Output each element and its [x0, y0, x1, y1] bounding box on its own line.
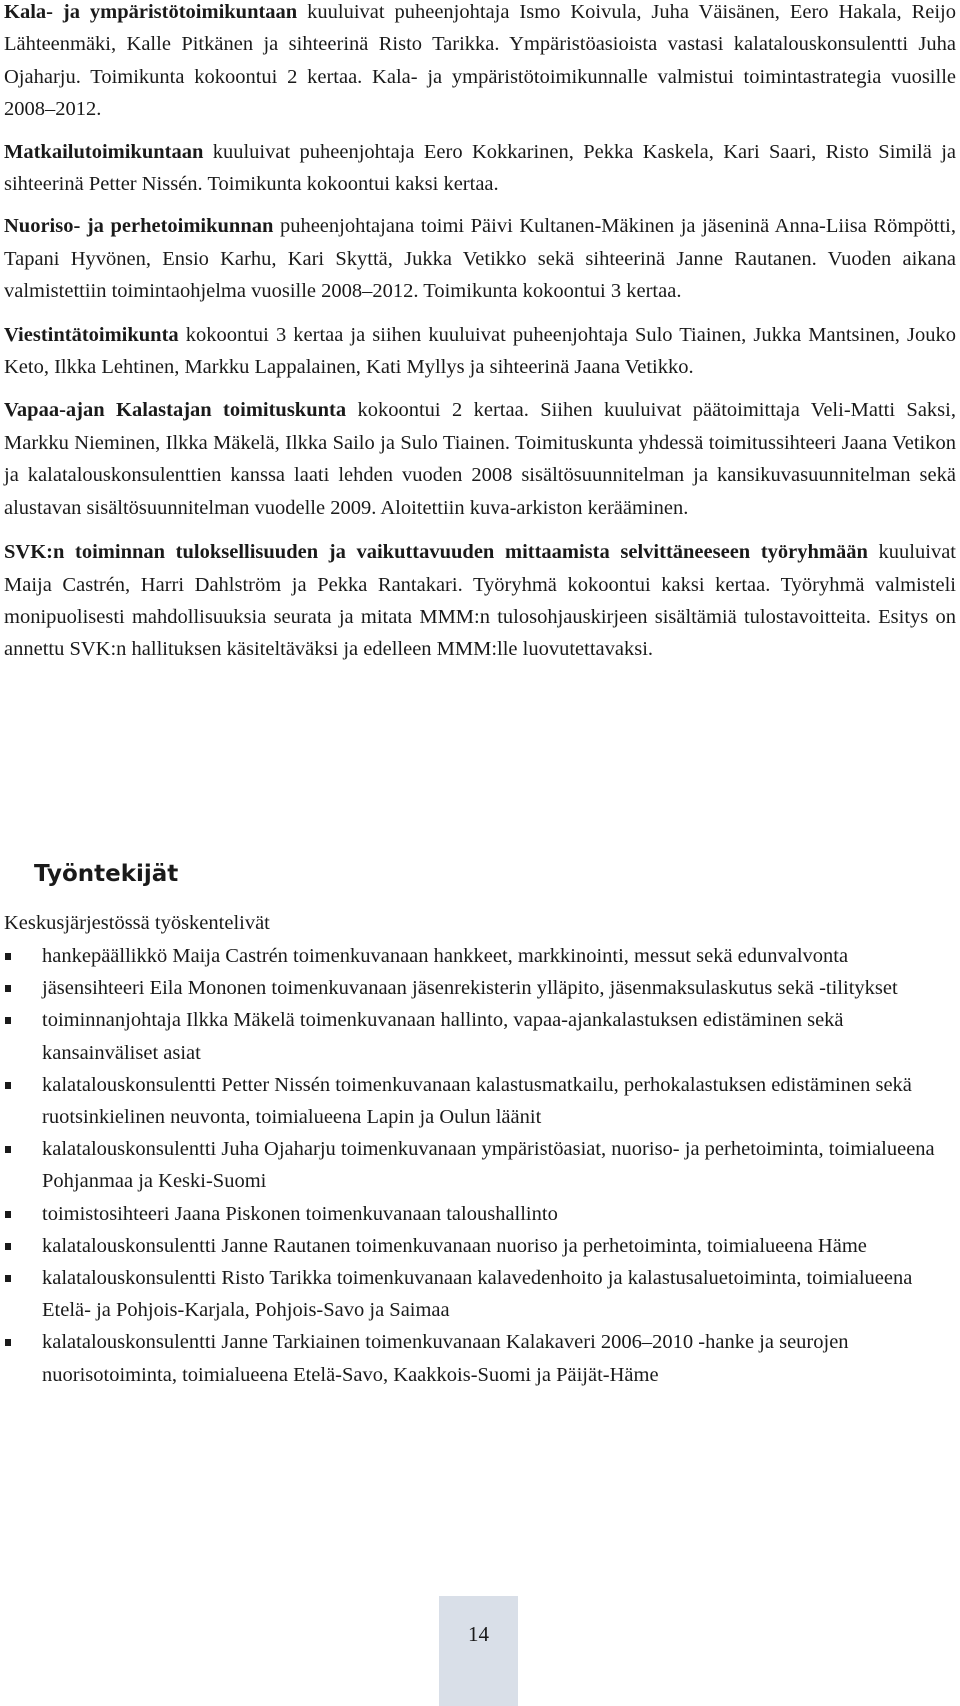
list-item	[4, 1133, 956, 1197]
page-number: 14	[468, 1622, 489, 1646]
list-item-text: jäsensihteeri Eila Mononen toimenkuvanaan jäsenrekisterin ylläpito, jäsenmaksulaskutus sekä -tilitykset	[42, 977, 898, 1000]
section-intro: Keskusjärjestössä työskentelivät	[4, 912, 270, 934]
list-item	[4, 1326, 956, 1390]
paragraph-lead: Nuoriso- ja perhetoimikunnan	[4, 215, 274, 238]
bullet-icon	[5, 985, 11, 992]
paragraph-youth-committee	[4, 210, 956, 307]
list-item	[4, 1230, 956, 1262]
paragraph-lead: SVK:n toiminnan tuloksellisuuden ja vaikuttavuuden mittaamista selvittäneeseen työryhmään	[4, 541, 868, 564]
list-item-text: kalatalouskonsulentti Janne Tarkiainen toimenkuvanaan Kalakaveri 2006–2010 -hanke ja seurojen nuorisotoiminta, toimialueena Etelä-Savo, Kaakkois-Suomi ja Päijät-Häme	[42, 1331, 849, 1386]
paragraph-working-group	[4, 536, 956, 666]
bullet-icon	[5, 1339, 11, 1346]
committee-paragraphs	[4, 0, 956, 666]
bullet-icon	[5, 953, 11, 960]
list-item-text: toimistosihteeri Jaana Piskonen toimenkuvanaan taloushallinto	[42, 1202, 558, 1225]
list-item	[4, 940, 956, 972]
paragraph-environment-committee	[4, 0, 956, 126]
page-number-box	[439, 1596, 518, 1706]
staff-list	[4, 940, 956, 1391]
section-heading: Työntekijät	[34, 861, 179, 887]
paragraph-body: kuuluivat puheenjohtaja Ismo Koivula, Juha Väisänen, Eero Hakala, Reijo Lähteenmäki, Kalle Pitkänen ja sihteerinä Risto Tarikka. Ympäristöasioista vastasi kalatalouskonsulentti Juha Ojaharju. Toimikunta kokoontui 2 kertaa. Kala- ja ympäristötoimikunnalle valmistui toimintastrategia vuosille 2008–2012.	[4, 1, 956, 121]
list-item-text: kalatalouskonsulentti Janne Rautanen toimenkuvanaan nuoriso ja perhetoiminta, toimialueena Häme	[42, 1234, 867, 1257]
paragraph-body: kuuluivat Maija Castrén, Harri Dahlström ja Pekka Rantakari. Työryhmä kokoontui kaksi kertaa. Työryhmä valmisteli monipuolisesti mahdollisuuksia seurata ja mitata MMM:n tulosohjauskirjeen sisältämiä tulostavoitteita. Esitys on annettu SVK:n hallituksen käsiteltäväksi ja edelleen MMM:lle luovutettavaksi.	[4, 541, 956, 661]
bullet-icon	[5, 1082, 11, 1089]
bullet-icon	[5, 1243, 11, 1250]
paragraph-lead: Matkailutoimikuntaan	[4, 140, 204, 163]
bullet-icon	[5, 1275, 11, 1282]
list-item-text: kalatalouskonsulentti Petter Nissén toimenkuvanaan kalastusmatkailu, perhokalastuksen edistäminen sekä ruotsinkielinen neuvonta, toimialueena Lapin ja Oulun läänit	[42, 1073, 912, 1129]
bullet-icon	[5, 1211, 11, 1218]
paragraph-lead: Vapaa-ajan Kalastajan toimituskunta	[4, 399, 347, 422]
paragraph-lead: Viestintätoimikunta	[4, 323, 179, 346]
list-item-text: hankepäällikkö Maija Castrén toimenkuvanaan hankkeet, markkinointi, messut sekä edunvalvonta	[42, 945, 849, 967]
list-item-text: kalatalouskonsulentti Risto Tarikka toimenkuvanaan kalavedenhoito ja kalastusaluetoiminta, toimialueena Etelä- ja Pohjois-Karjala, Pohjois-Savo ja Saimaa	[42, 1267, 913, 1322]
paragraph-body: kokoontui 2 kertaa. Siihen kuuluivat päätoimittaja Veli-Matti Saksi, Markku Nieminen, Ilkka Mäkelä, Ilkka Sailo ja Sulo Tiainen. Toimituskunta yhdessä toimitussihteeri Jaana Vetikon ja kalatalouskonsulenttien kanssa laati lehden vuoden 2008 sisältösuunnitelman ja kansikuvasuunnitelman sekä alustavan sisältösuunnitelman vuodelle 2009. Aloitettiin kuva-arkiston kerääminen.	[4, 399, 956, 519]
list-item	[4, 1069, 956, 1133]
list-item-text: toiminnanjohtaja Ilkka Mäkelä toimenkuvanaan hallinto, vapaa-ajankalastuksen edistäminen sekä kansainväliset asiat	[42, 1009, 844, 1064]
list-item	[4, 1198, 956, 1230]
paragraph-tourism-committee	[4, 136, 956, 201]
paragraph-editorial-board	[4, 394, 956, 524]
list-item	[4, 972, 956, 1004]
paragraph-lead: Kala- ja ympäristötoimikuntaan	[4, 1, 298, 23]
list-item	[4, 1262, 956, 1326]
bullet-icon	[5, 1146, 11, 1153]
paragraph-communications-committee	[4, 319, 956, 384]
paragraph-body: kuuluivat puheenjohtaja Eero Kokkarinen, Pekka Kaskela, Kari Saari, Risto Similä ja sihteerinä Petter Nissén. Toimikunta kokoontui kaksi kertaa.	[4, 140, 956, 196]
paragraph-body: kokoontui 3 kertaa ja siihen kuuluivat puheenjohtaja Sulo Tiainen, Jukka Mantsinen, Jouko Keto, Ilkka Lehtinen, Markku Lappalainen, Kati Myllys ja sihteerinä Jaana Vetikko.	[4, 323, 956, 379]
list-item-text: kalatalouskonsulentti Juha Ojaharju toimenkuvanaan ympäristöasiat, nuoriso- ja perhetoiminta, toimialueena Pohjanmaa ja Keski-Suomi	[42, 1138, 935, 1193]
paragraph-body: puheenjohtajana toimi Päivi Kultanen-Mäkinen ja jäseninä Anna-Liisa Römpötti, Tapani Hyvönen, Ensio Karhu, Kari Skyttä, Jukka Vetikko sekä sihteerinä Janne Rautanen. Vuoden aikana valmistettiin toimintaohjelma vuosille 2008–2012. Toimikunta kokoontui 3 kertaa.	[4, 215, 957, 303]
list-item	[4, 1004, 956, 1068]
bullet-icon	[5, 1017, 11, 1024]
